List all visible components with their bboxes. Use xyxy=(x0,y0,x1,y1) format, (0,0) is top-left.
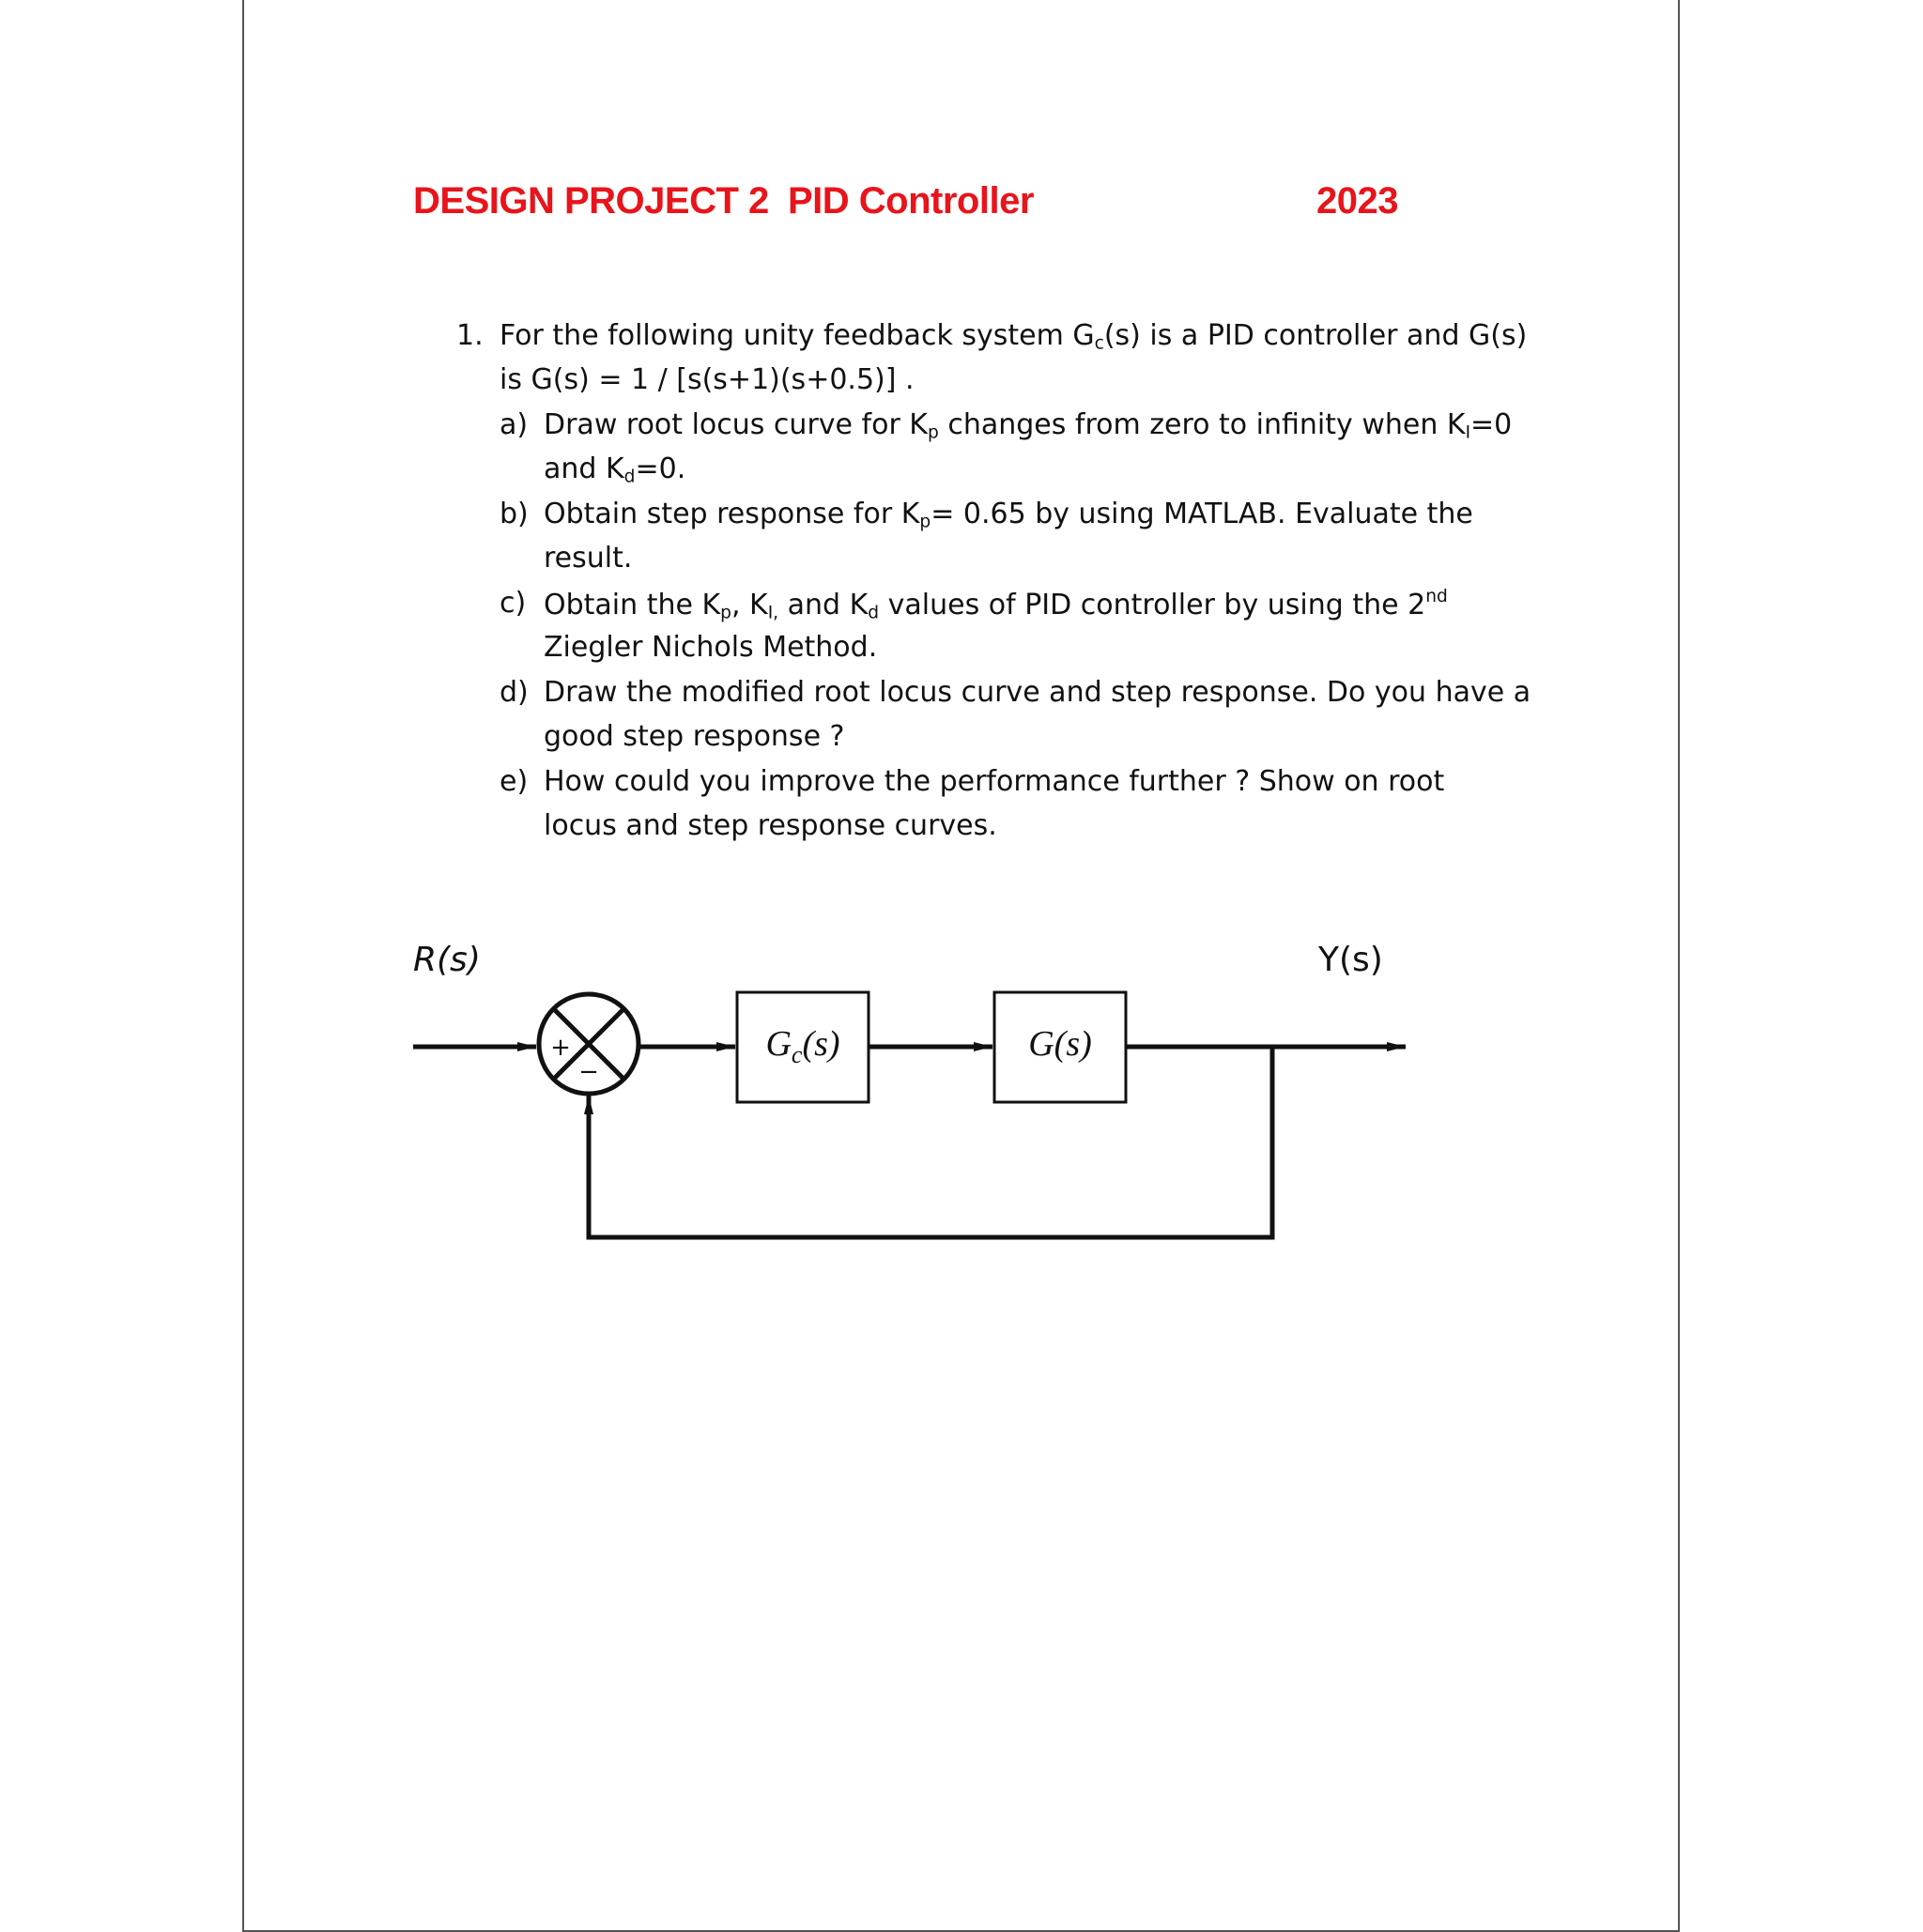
part-b-label: b) xyxy=(500,498,529,530)
part-a-line1: Draw root locus curve for $K_p$ changes from zero to infinity when $K_I=0$ xyxy=(544,408,1513,443)
part-e-line1: How could you improve the performance further ? Show on root xyxy=(544,765,1445,798)
part-a-label: a) xyxy=(500,408,529,441)
part-d-line1: Draw the modified root locus curve and step response. Do you have a xyxy=(544,676,1531,709)
part-b-line1: Obtain step response for $K_p= 0.65$ by using MATLAB. Evaluate the xyxy=(544,498,1473,532)
question-stem-line1: For the following unity feedback system $G_c(s)$ is a PID controller and G(s) xyxy=(500,319,1528,354)
question-number: 1. xyxy=(456,319,484,352)
part-c-label: c) xyxy=(500,587,527,620)
part-a-line2: and $K_d=0$. xyxy=(544,452,686,487)
part-e-label: e) xyxy=(500,765,529,798)
topic-title: PID Controller xyxy=(788,180,1034,222)
part-b-line2: result. xyxy=(544,542,633,575)
input-label: R(s) xyxy=(413,941,481,979)
plus-sign: + xyxy=(550,1034,571,1062)
controller-label: $G_c(s)$ xyxy=(765,1024,840,1068)
project-title: DESIGN PROJECT 2 xyxy=(413,180,769,222)
part-d-line2: good step response ? xyxy=(544,720,845,753)
part-d-label: d) xyxy=(500,676,529,709)
part-c-line1: Obtain the $K_p$, $K_{I,}$ and $K_d$ values of PID controller by using the 2nd xyxy=(544,587,1448,623)
part-c-line2: Ziegler Nichols Method. xyxy=(544,631,878,664)
question-stem-line2: is G(s) = 1 / [s(s+1)(s+0.5)] . xyxy=(500,363,915,396)
plant-label: G(s) xyxy=(1028,1024,1092,1064)
output-label: Y(s) xyxy=(1318,941,1383,979)
year-label: 2023 xyxy=(1316,180,1398,222)
minus-sign: − xyxy=(578,1058,599,1086)
part-e-line2: locus and step response curves. xyxy=(544,809,997,842)
feedback-path xyxy=(589,1047,1272,1237)
